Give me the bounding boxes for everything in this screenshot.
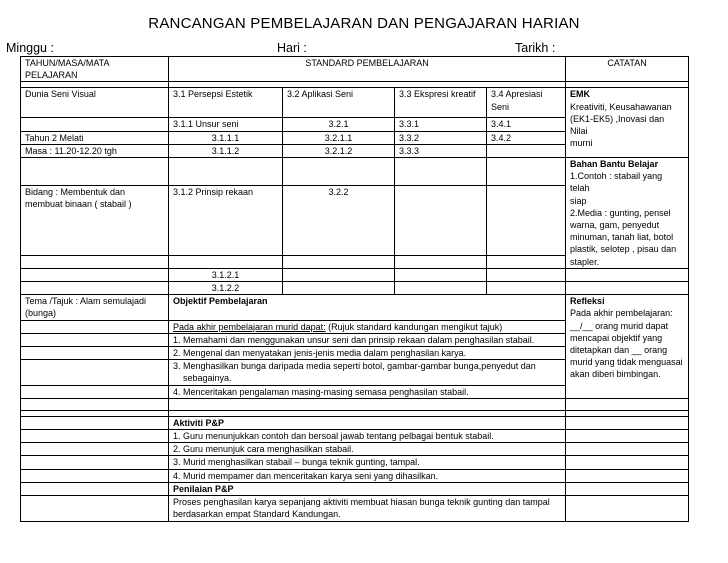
- bbb-line: 1.Contoh : stabail yang telah: [570, 171, 663, 194]
- objektif-item-3-line2: sebagainya.: [183, 373, 232, 384]
- std-3-2-1-1: 3.2.1.1: [283, 131, 395, 144]
- lesson-plan-table: [20, 56, 689, 522]
- aktiviti-item: 2. Guru menunjuk cara menghasilkan stabail.: [169, 443, 566, 456]
- tarikh-label: Tarikh :: [515, 41, 556, 55]
- bidang-cell: Bidang : Membentuk dan membuat binaan ( stabail ): [21, 185, 169, 255]
- std-3-2-1-2: 3.2.1.2: [283, 144, 395, 157]
- hari-label: Hari :: [277, 41, 307, 55]
- std-3-2-2: 3.2.2: [283, 185, 395, 255]
- std-3-2: 3.2 Aplikasi Seni: [283, 88, 395, 118]
- refleksi-line: mencapai objektif yang: [570, 332, 663, 343]
- aktiviti-item: 1. Guru menunjukkan contoh dan bersoal jawab tentang pelbagai bentuk stabail.: [169, 430, 566, 443]
- aktiviti-heading: Aktiviti P&P: [169, 416, 566, 429]
- bahan-bantu-cell: [566, 158, 689, 269]
- objektif-intro-underlined: Pada akhir pembelajaran murid dapat:: [173, 321, 326, 332]
- emk-heading: EMK: [570, 89, 591, 100]
- std-3-4-2: 3.4.2: [487, 131, 566, 144]
- objektif-intro: [169, 320, 566, 333]
- std-3-3-2: 3.3.2: [395, 131, 487, 144]
- bbb-line: stapler.: [570, 256, 600, 267]
- refleksi-line: Pada akhir pembelajaran:: [570, 308, 673, 319]
- bbb-line: plastik, selotep , pisau dan: [570, 244, 677, 255]
- std-3-1-2-1: 3.1.2.1: [169, 268, 283, 281]
- objektif-heading: Objektif Pembelajaran: [169, 295, 566, 320]
- col-header-catatan: CATATAN: [566, 57, 689, 82]
- col-header-tahun: TAHUN/MASA/MATA PELAJARAN: [21, 57, 169, 82]
- refleksi-line: __/__ orang murid dapat: [570, 320, 669, 331]
- emk-line: murni: [570, 138, 593, 149]
- std-3-1: 3.1 Persepsi Estetik: [169, 88, 283, 118]
- refleksi-cell: [566, 295, 689, 399]
- bbb-line: siap: [570, 195, 587, 206]
- std-3-1-1-2: 3.1.1.2: [169, 144, 283, 157]
- objektif-item-3-line1: 3. Menghasilkan bunga daripada media seperti botol, gambar-gambar bunga,penyedut dan: [173, 361, 536, 372]
- bbb-line: minuman, tanah liat, botol: [570, 232, 674, 243]
- col-header-standard: STANDARD PEMBELAJARAN: [169, 57, 566, 82]
- bbb-line: warna, gam, penyedut: [570, 220, 660, 231]
- bbb-line: 2.Media : gunting, pensel: [570, 207, 671, 218]
- std-3-4: 3.4 Apresiasi Seni: [487, 88, 566, 118]
- refleksi-line: murid yang tidak menguasai: [570, 357, 683, 368]
- refleksi-line: ditetapkan dan __ orang: [570, 345, 668, 356]
- penilaian-text: [169, 496, 566, 521]
- std-3-3-1: 3.3.1: [395, 118, 487, 131]
- penilaian-line1: Proses penghasilan karya sepanjang aktiviti membuat hiasan bunga teknik gunting dan tampal: [173, 497, 550, 508]
- emk-cell: [566, 88, 689, 158]
- std-3-3: 3.3 Ekspresi kreatif: [395, 88, 487, 118]
- tahun-cell: Tahun 2 Melati: [21, 131, 169, 144]
- minggu-label: Minggu :: [6, 41, 54, 55]
- std-3-1-1-1: 3.1.1.1: [169, 131, 283, 144]
- std-3-2-1: 3.2.1: [283, 118, 395, 131]
- objektif-intro-rest: (Rujuk standard kandungan mengikut tajuk): [325, 321, 503, 332]
- penilaian-line2: berdasarkan empat Standard Kandungan.: [173, 509, 341, 520]
- emk-line: (EK1-EK5) ,Inovasi dan Nilai: [570, 113, 665, 137]
- refleksi-line: akan diberi bimbingan.: [570, 369, 661, 380]
- std-3-4-1: 3.4.1: [487, 118, 566, 131]
- page-title: RANCANGAN PEMBELAJARAN DAN PENGAJARAN HARIAN: [148, 15, 580, 32]
- std-3-3-3: 3.3.3: [395, 144, 487, 157]
- tema-cell: Tema /Tajuk : Alam semulajadi (bunga): [21, 295, 169, 320]
- objektif-item: 2. Mengenal dan menyatakan jenis-jenis media dalam penghasilan karya.: [169, 347, 566, 360]
- bbb-heading: Bahan Bantu Belajar: [570, 159, 659, 170]
- masa-cell: Masa : 11.20-12.20 tgh: [21, 144, 169, 157]
- emk-line: Kreativiti, Keusahawanan: [570, 101, 672, 112]
- objektif-item: 1. Memahami dan menggunakan unsur seni dan prinsip rekaan dalam penghasilan stabail.: [169, 333, 566, 346]
- std-3-1-1: 3.1.1 Unsur seni: [169, 118, 283, 131]
- std-3-1-2-2: 3.1.2.2: [169, 282, 283, 295]
- objektif-item-3: [169, 360, 566, 385]
- std-3-1-2: 3.1.2 Prinsip rekaan: [169, 185, 283, 255]
- subject-cell: Dunia Seni Visual: [21, 88, 169, 118]
- aktiviti-item: 3. Murid menghasilkan stabail – bunga teknik gunting, tampal.: [169, 456, 566, 469]
- penilaian-heading: Penilaian P&P: [169, 482, 566, 495]
- objektif-item: 4. Menceritakan pengalaman masing-masing semasa penghasilan stabail.: [169, 385, 566, 398]
- refleksi-heading: Refleksi: [570, 296, 605, 307]
- aktiviti-item: 4. Murid mempamer dan menceritakan karya seni yang dihasilkan.: [169, 469, 566, 482]
